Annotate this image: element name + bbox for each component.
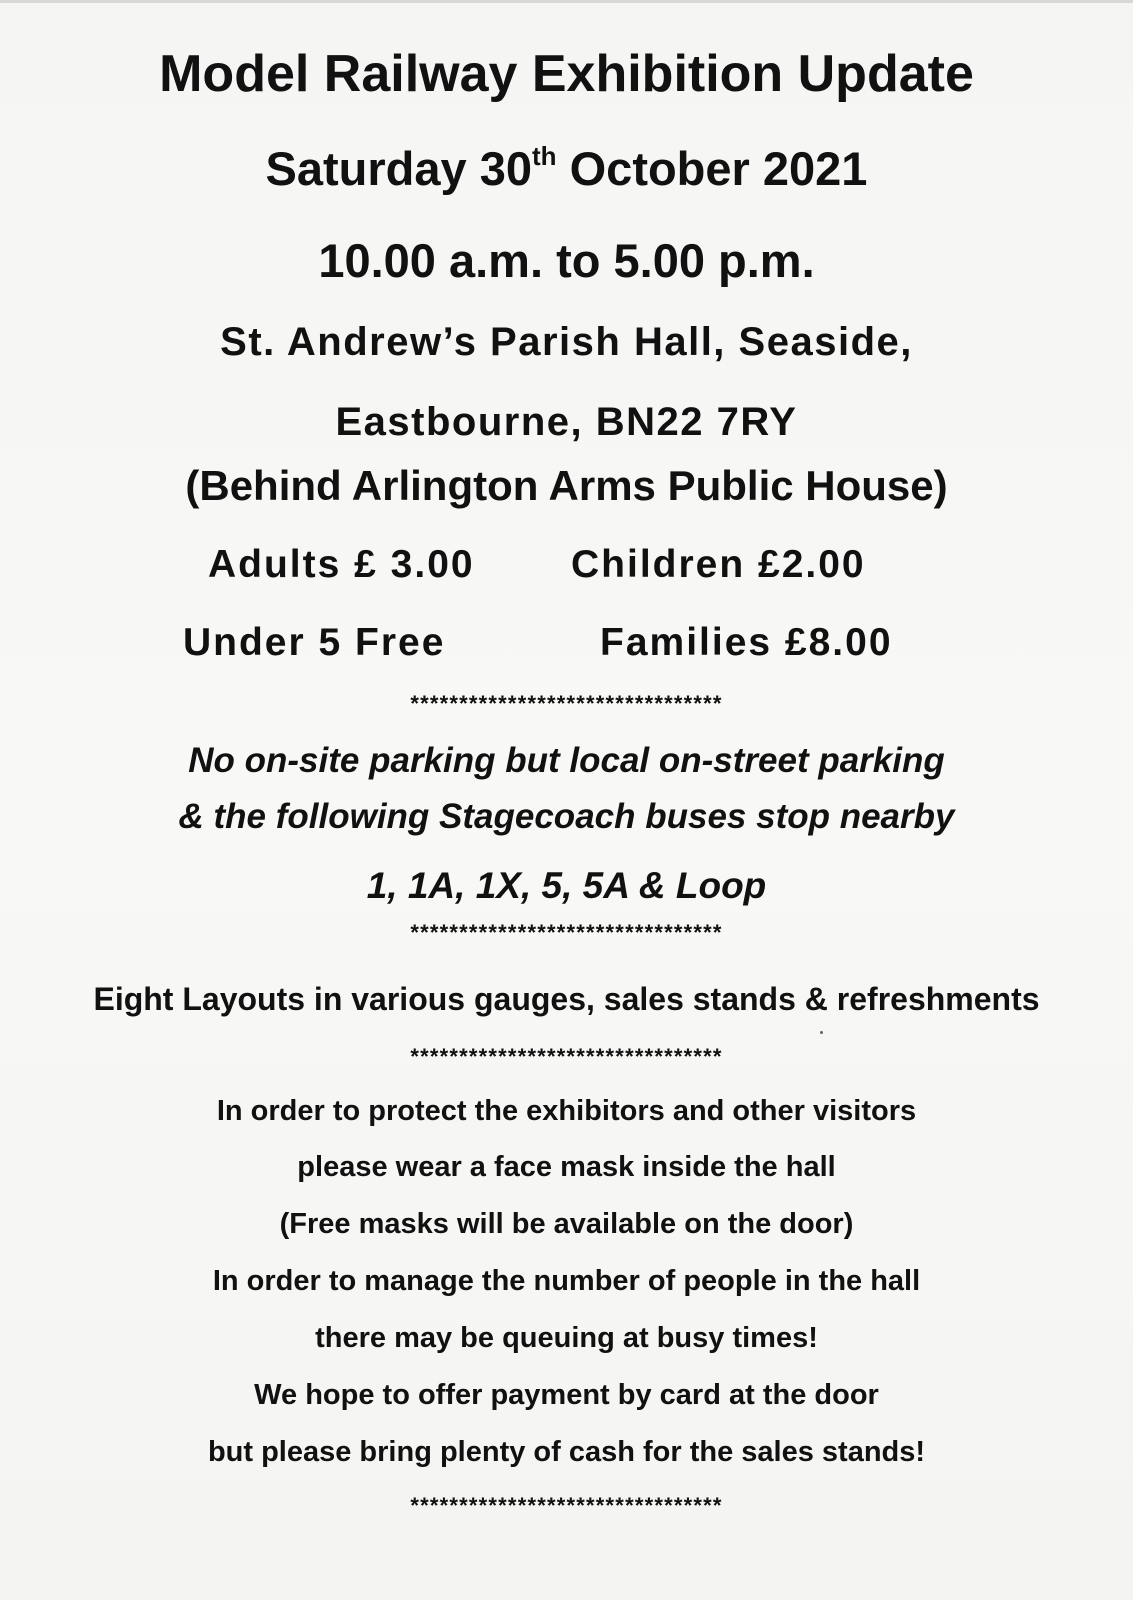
venue-note: (Behind Arlington Arms Public House)	[185, 462, 948, 509]
price-families: Families £8.00	[600, 621, 893, 664]
event-date-day: Saturday 30	[265, 142, 533, 195]
separator: ********************************	[410, 691, 723, 716]
venue-line-1: St. Andrew’s Parish Hall, Seaside,	[220, 320, 913, 364]
separator: ********************************	[410, 920, 723, 945]
flyer-title: Model Railway Exhibition Update	[159, 45, 974, 103]
notice-line: please wear a face mask inside the hall	[297, 1151, 836, 1183]
price-under5: Under 5 Free	[183, 621, 446, 664]
price-children: Children £2.00	[571, 543, 866, 586]
notice-line: We hope to offer payment by card at the door	[254, 1379, 879, 1411]
separator: ********************************	[410, 1044, 723, 1069]
notice-line: In order to protect the exhibitors and other visitors	[216, 1095, 917, 1127]
event-time: 10.00 a.m. to 5.00 p.m.	[318, 234, 815, 287]
notice-line: In order to manage the number of people in the hall	[212, 1265, 921, 1297]
separator: ********************************	[410, 1493, 723, 1518]
venue-line-2: Eastbourne, BN22 7RY	[335, 400, 798, 444]
event-date-ordinal: th	[532, 141, 557, 171]
event-date-month-year: October 2021	[556, 142, 868, 195]
price-adults: Adults £ 3.00	[208, 543, 475, 586]
layouts-info: Eight Layouts in various gauges, sales stands & refreshments	[93, 981, 1040, 1017]
notice-line: there may be queuing at busy times!	[315, 1322, 818, 1354]
parking-line-1: No on-site parking but local on-street parking	[188, 741, 945, 780]
notice-line: (Free masks will be available on the door)	[279, 1208, 854, 1240]
paper-speck	[820, 1031, 823, 1034]
parking-line-2: & the following Stagecoach buses stop nearby	[178, 797, 955, 836]
event-date	[0, 141, 1133, 195]
paper-top-edge	[0, 0, 1133, 3]
notice-line: but please bring plenty of cash for the sales stands!	[207, 1436, 926, 1468]
bus-routes: 1, 1A, 1X, 5, 5A & Loop	[366, 865, 767, 906]
